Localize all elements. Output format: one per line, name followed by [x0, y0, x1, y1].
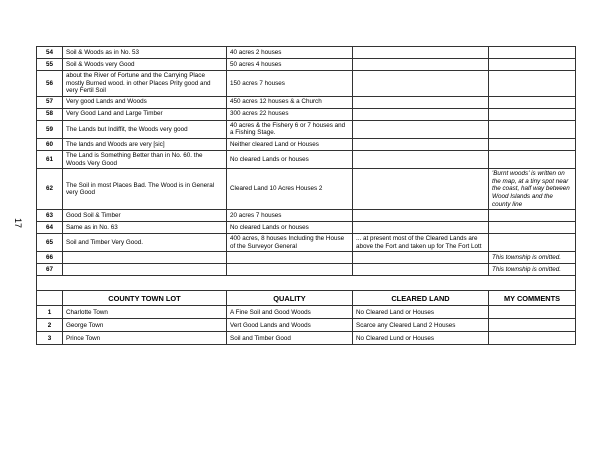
county-quality-value: A Fine Soil and Good Woods	[227, 306, 353, 319]
table-row	[37, 71, 576, 97]
county-cleared-value: No Cleared Lund or Houses	[353, 332, 489, 345]
cleared-land-value	[353, 71, 489, 97]
comment-value	[489, 71, 576, 97]
soil-description	[63, 252, 227, 264]
cleared-land-value	[353, 264, 489, 276]
quality-value: 150 acres 7 houses	[227, 71, 353, 97]
table-row	[37, 150, 576, 168]
soil-description: Soil & Woods very Good	[63, 59, 227, 71]
township-number: 63	[37, 210, 63, 222]
township-number: 60	[37, 138, 63, 150]
soil-description: Very Good Land and Large Timber	[63, 108, 227, 120]
quality-value: 40 acres 2 houses	[227, 47, 353, 59]
quality-value: No cleared Lands or houses	[227, 150, 353, 168]
county-table-row	[37, 332, 576, 345]
table-row	[37, 120, 576, 138]
comment-value	[489, 59, 576, 71]
quality-value: 400 acres, 8 houses Including the House of the Surveyor General	[227, 234, 353, 252]
township-number: 66	[37, 252, 63, 264]
quality-value: 20 acres 7 houses	[227, 210, 353, 222]
county-lot-name: Prince Town	[63, 332, 227, 345]
comment-value	[489, 150, 576, 168]
soil-description	[63, 264, 227, 276]
cleared-land-value	[353, 150, 489, 168]
soil-description: Same as in No. 63	[63, 222, 227, 234]
comment-value	[489, 120, 576, 138]
table-row	[37, 59, 576, 71]
quality-value: 50 acres 4 houses	[227, 59, 353, 71]
township-number: 57	[37, 96, 63, 108]
table-row	[37, 96, 576, 108]
county-table-row	[37, 319, 576, 332]
county-header-num	[37, 291, 63, 306]
page-number: 17	[13, 217, 24, 229]
comment-value	[489, 108, 576, 120]
soil-description: Soil & Woods as in No. 53	[63, 47, 227, 59]
comment-value	[489, 234, 576, 252]
table-row	[37, 222, 576, 234]
quality-value	[227, 252, 353, 264]
quality-value: 40 acres & the Fishery 6 or 7 houses and a Fishing Stage.	[227, 120, 353, 138]
table-row	[37, 138, 576, 150]
county-lot-name: Charlotte Town	[63, 306, 227, 319]
quality-value: No cleared Lands or houses	[227, 222, 353, 234]
table-row	[37, 234, 576, 252]
county-comment-value	[489, 306, 576, 319]
cleared-land-value	[353, 210, 489, 222]
table-row	[37, 264, 576, 276]
cleared-land-value	[353, 252, 489, 264]
comment-value: This township is omitted.	[489, 264, 576, 276]
quality-value: 300 acres 22 houses	[227, 108, 353, 120]
table-row	[37, 108, 576, 120]
county-header-lot: COUNTY TOWN LOT	[63, 291, 227, 306]
county-quality-value: Soil and Timber Good	[227, 332, 353, 345]
county-lot-number: 3	[37, 332, 63, 345]
soil-description: The Land is Something Better than in No. 60. the Woods Very Good	[63, 150, 227, 168]
township-number: 61	[37, 150, 63, 168]
township-number: 56	[37, 71, 63, 97]
soil-description: Very good Lands and Woods	[63, 96, 227, 108]
table-row	[37, 252, 576, 264]
comment-value	[489, 96, 576, 108]
quality-value: 450 acres 12 houses & a Church	[227, 96, 353, 108]
cleared-land-value	[353, 138, 489, 150]
comment-value	[489, 210, 576, 222]
cleared-land-value	[353, 59, 489, 71]
township-number: 62	[37, 169, 63, 210]
quality-value: Cleared Land 10 Acres Houses 2	[227, 169, 353, 210]
soil-description: The Lands but Indiffit, the Woods very good	[63, 120, 227, 138]
cleared-land-value	[353, 96, 489, 108]
comment-value	[489, 222, 576, 234]
cleared-land-value	[353, 108, 489, 120]
comment-value	[489, 47, 576, 59]
section-spacer	[37, 276, 576, 291]
comment-value: 'Burnt woods' is written on the map, at a tiny spot near the coast, half way between Wood Islands and the county line	[489, 169, 576, 210]
cleared-land-value	[353, 47, 489, 59]
cleared-land-value	[353, 169, 489, 210]
county-header-row	[37, 291, 576, 306]
table-row	[37, 47, 576, 59]
county-lot-name: George Town	[63, 319, 227, 332]
soil-description: Good Soil & Timber	[63, 210, 227, 222]
soil-description: about the River of Fortune and the Carrying Place mostly Burned wood. in other Places Prity good and very Fertil Soil	[63, 71, 227, 97]
county-header-cleared: CLEARED LAND	[353, 291, 489, 306]
township-number: 64	[37, 222, 63, 234]
cleared-land-value	[353, 120, 489, 138]
township-number: 67	[37, 264, 63, 276]
township-table	[36, 46, 576, 345]
county-header-quality: QUALITY	[227, 291, 353, 306]
quality-value	[227, 264, 353, 276]
comment-value: This township is omitted.	[489, 252, 576, 264]
soil-description: The Soil in most Places Bad. The Wood is in General very Good	[63, 169, 227, 210]
soil-description: Soil and Timber Very Good.	[63, 234, 227, 252]
township-number: 59	[37, 120, 63, 138]
soil-description: The lands and Woods are very [sic]	[63, 138, 227, 150]
township-number: 58	[37, 108, 63, 120]
cleared-land-value: ... at present most of the Cleared Lands are above the Fort and taken up for The Fort Lott	[353, 234, 489, 252]
cleared-land-value	[353, 222, 489, 234]
quality-value: Neither cleared Land or Houses	[227, 138, 353, 150]
county-quality-value: Vert Good Lands and Woods	[227, 319, 353, 332]
township-number: 55	[37, 59, 63, 71]
county-cleared-value: Scarce any Cleared Land 2 Houses	[353, 319, 489, 332]
township-number: 54	[37, 47, 63, 59]
table-row	[37, 210, 576, 222]
county-header-comments: MY COMMENTS	[489, 291, 576, 306]
county-lot-number: 2	[37, 319, 63, 332]
county-comment-value	[489, 332, 576, 345]
county-table-row	[37, 306, 576, 319]
county-lot-number: 1	[37, 306, 63, 319]
table-row	[37, 169, 576, 210]
comment-value	[489, 138, 576, 150]
county-cleared-value: No Cleared Land or Houses	[353, 306, 489, 319]
township-number: 65	[37, 234, 63, 252]
county-comment-value	[489, 319, 576, 332]
